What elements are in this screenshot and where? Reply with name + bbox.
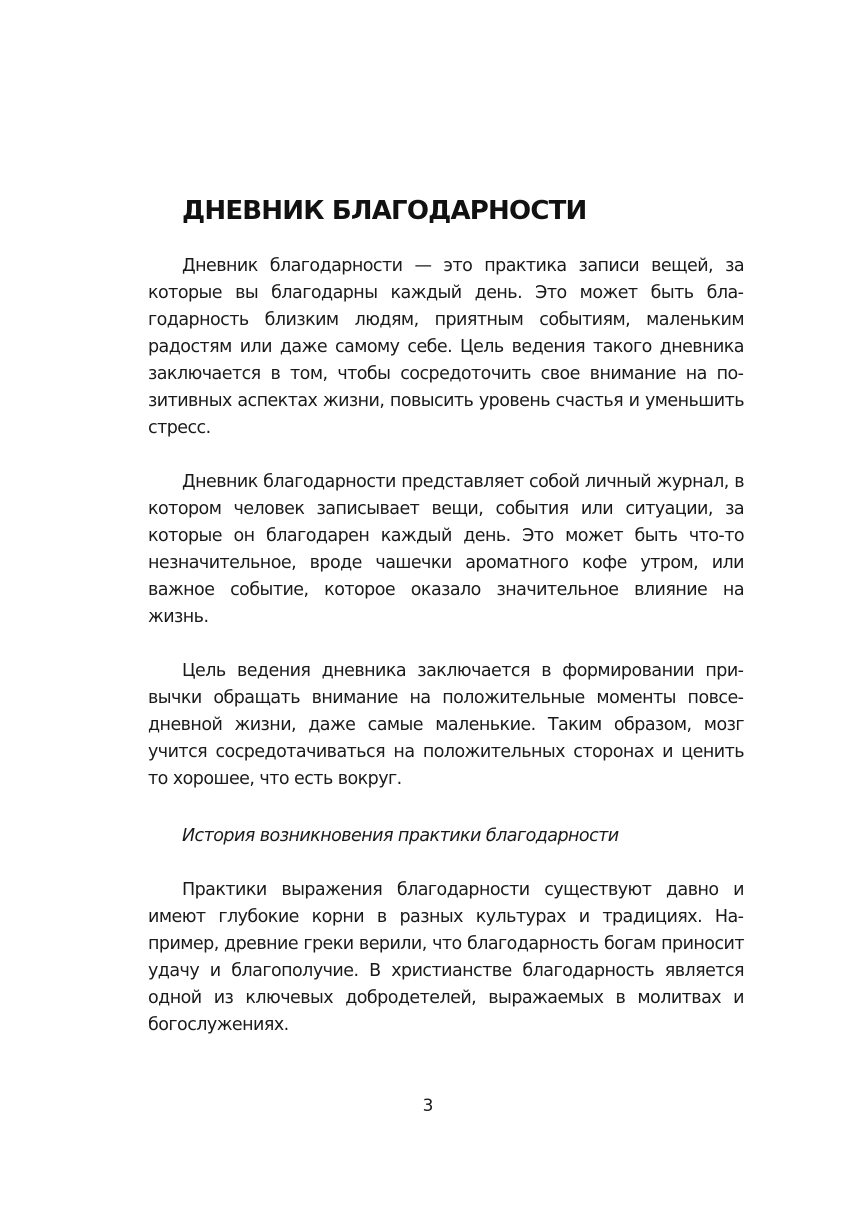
- section-subheading: История возникновения практики благодарности: [182, 826, 619, 846]
- paragraph-1: Дневник благодарности — это практика записи вещей, за которые вы благодарны каждый день. Это может быть благодарность близким людям, приятным событиям, маленьким радостям или даже самому себе. Цель ведения такого дневника заключается в том, чтобы сосредоточить свое внимание на позитивных аспектах жизни, повысить уровень счастья и уменьшить стресс.: [148, 256, 744, 438]
- paragraph-4: Практики выражения благодарности существуют давно и имеют глубокие корни в разных культурах и традициях. Например, древние греки верили, что благодарность богам приносит удачу и благополучие. В христианстве благодарность является одной из ключевых добродетелей, выражаемых в молитвах и богослужениях.: [148, 880, 744, 1035]
- page-number: 3: [422, 1096, 434, 1116]
- page-content: [148, 192, 744, 1039]
- chapter-title: ДНЕВНИК БЛАГОДАРНОСТИ: [182, 196, 587, 226]
- paragraph-2: Дневник благодарности представляет собой личный журнал, в котором человек записывает вещи, события или ситуации, за которые он благодарен каждый день. Это может быть что-то незначительное, вроде чашечки ароматного кофе утром, или важное событие, которое оказало значительное влияние на жизнь.: [148, 472, 744, 627]
- paragraph-3: Цель ведения дневника заключается в формировании привычки обращать внимание на положительные моменты повседневной жизни, даже самые маленькие. Таким образом, мозг учится сосредотачиваться на положительных сторонах и ценить то хорошее, что есть вокруг.: [148, 661, 744, 789]
